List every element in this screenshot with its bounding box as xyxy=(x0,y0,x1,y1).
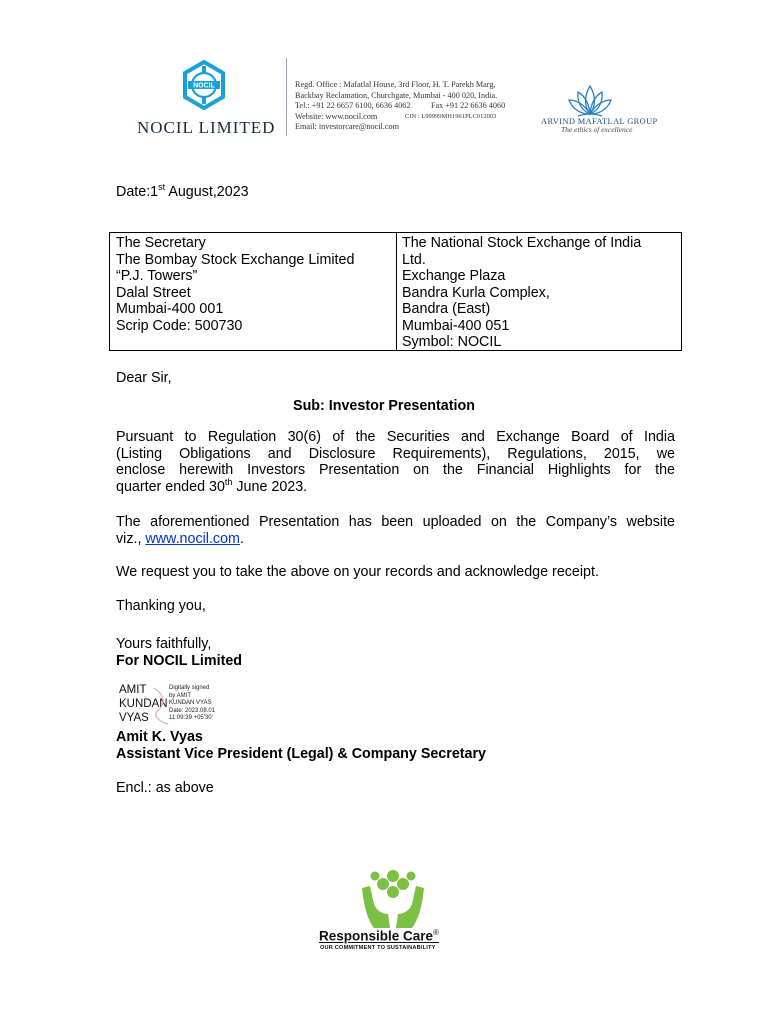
paragraph-website xyxy=(116,514,675,547)
letterhead-divider xyxy=(286,58,287,136)
para-line: Pursuant to Regulation 30(6) of the Securities and Exchange Board of India xyxy=(116,429,675,445)
logo-text: NOCIL xyxy=(193,82,215,90)
address-line: The Secretary xyxy=(116,235,206,251)
para-line: (Listing Obligations and Disclosure Requirements), Regulations, 2015, we xyxy=(116,445,675,462)
company-name: NOCIL LIMITED xyxy=(137,118,276,137)
address-line: Bandra (East) xyxy=(402,301,491,317)
digital-signature-details: Digitally signed by AMIT KUNDAN VYAS Date: 2023.08.01 11:09:39 +05'30' xyxy=(169,685,216,722)
symbol: Symbol: NOCIL xyxy=(402,334,502,350)
closing-line: Yours faithfully, xyxy=(116,636,212,652)
thanking-line: Thanking you, xyxy=(116,598,206,614)
address-line: Exchange Plaza xyxy=(402,268,506,284)
registered-address xyxy=(295,80,505,133)
para-line: The aforementioned Presentation has been uploaded on the Company’s website xyxy=(116,514,675,530)
address-line: “P.J. Towers” xyxy=(116,268,198,284)
signer-name: Amit K. Vyas xyxy=(116,729,203,745)
address-line: Regd. Office : Mafatlal House, 3rd Floor, H. T. Parekh Marg, xyxy=(295,80,496,89)
subject-line: Sub: Investor Presentation xyxy=(293,398,475,414)
para-line: quarter ended 30th June 2023. xyxy=(116,476,308,495)
digital-signature-name: AMIT KUNDAN VYAS xyxy=(119,684,168,724)
signer-title: Assistant Vice President (Legal) & Company Secretary xyxy=(116,746,487,762)
signature-flourish-icon xyxy=(150,686,170,726)
para-line: enclose herewith Investors Presentation on the Financial Highlights for the xyxy=(116,462,675,478)
paragraph-request: We request you to take the above on your records and acknowledge receipt. xyxy=(116,564,599,580)
paragraph-regulation xyxy=(116,429,675,495)
address-line: The Bombay Stock Exchange Limited xyxy=(116,251,355,268)
para-line: viz., www.nocil.com. xyxy=(116,530,244,547)
responsible-care-name: Responsible Care® xyxy=(319,928,439,944)
salutation: Dear Sir, xyxy=(116,370,172,386)
table-divider xyxy=(396,233,397,350)
scrip-code: Scrip Code: 500730 xyxy=(116,317,243,334)
address-line: Tel.: +91 22 6657 6100, 6636 4062 Fax +91 22 6636 4060 xyxy=(295,101,506,111)
address-line: Backbay Reclamation, Churchgate, Mumbai - 400 020, India. xyxy=(295,90,498,100)
website-line: Website: www.nocil.com xyxy=(295,111,378,121)
for-company: For NOCIL Limited xyxy=(116,653,243,669)
address-line: Bandra Kurla Complex, xyxy=(402,284,550,301)
bse-address xyxy=(116,235,354,334)
website-link[interactable]: www.nocil.com xyxy=(145,530,240,547)
lotus-icon xyxy=(568,84,612,118)
letter-date: Date:1st August,2023 xyxy=(116,182,249,200)
nse-address xyxy=(402,235,641,351)
responsible-care-tagline: OUR COMMITMENT TO SUSTAINABILITY xyxy=(320,945,436,951)
addressee-table xyxy=(109,232,682,351)
email-line: Email: investorcare@nocil.com xyxy=(295,122,399,132)
cin-number: CIN : L99999MH1961PLC012003 xyxy=(405,113,497,120)
address-line: Ltd. xyxy=(402,251,426,268)
address-line: Mumbai-400 051 xyxy=(402,317,510,334)
group-tagline: The ethics of excellence xyxy=(561,125,633,134)
address-line: Mumbai-400 001 xyxy=(116,301,224,317)
enclosure-note: Encl.: as above xyxy=(116,780,214,796)
address-line: Dalal Street xyxy=(116,284,191,301)
group-name: ARVIND MAFATLAL GROUP xyxy=(541,117,658,126)
nocil-logo-icon xyxy=(180,60,228,110)
address-line: The National Stock Exchange of India xyxy=(402,235,642,251)
responsible-care-logo-icon xyxy=(360,868,426,930)
